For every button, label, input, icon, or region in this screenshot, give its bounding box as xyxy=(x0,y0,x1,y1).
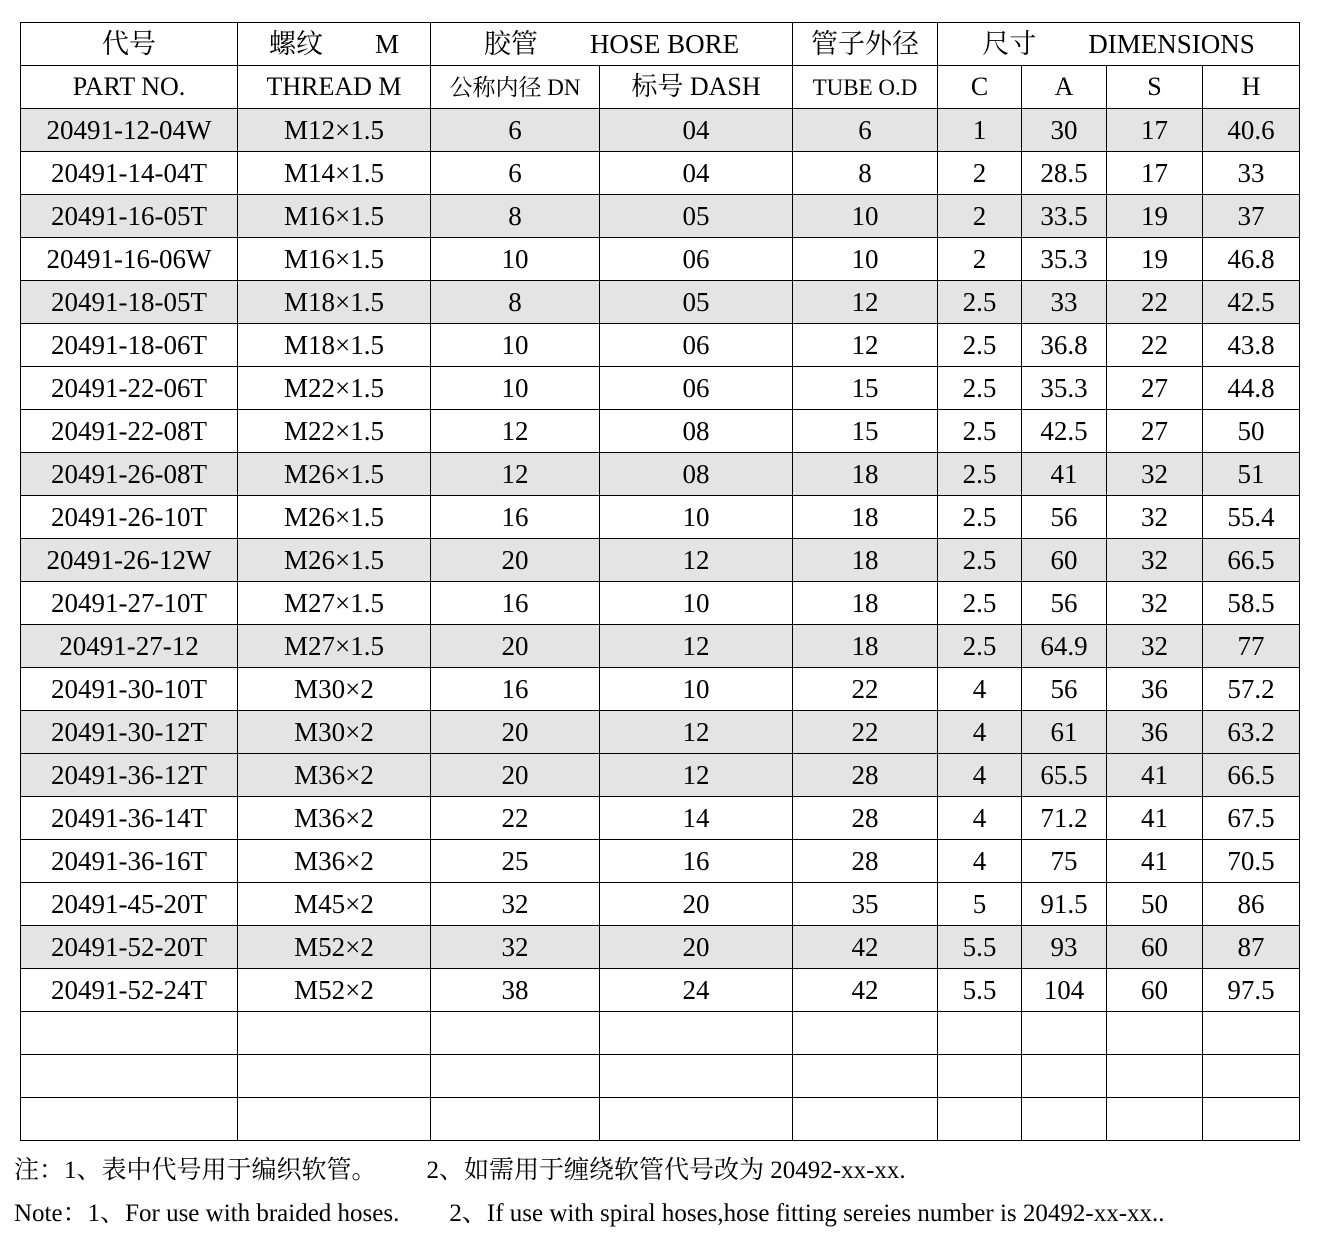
empty-cell xyxy=(793,1012,938,1055)
dim-c-cell: 2.5 xyxy=(938,367,1022,410)
thread-cell: M14×1.5 xyxy=(238,152,431,195)
note-cn-2: 2、如需用于缠绕软管代号改为 20492-xx-xx. xyxy=(426,1157,906,1184)
dim-a-cell: 35.3 xyxy=(1022,238,1107,281)
dn-cell: 16 xyxy=(431,582,600,625)
tube-od-cell: 6 xyxy=(793,109,938,152)
part-no-cell: 20491-30-10T xyxy=(21,668,238,711)
dim-s-cell: 36 xyxy=(1107,668,1203,711)
thread-cell: M12×1.5 xyxy=(238,109,431,152)
empty-cell xyxy=(1107,1098,1203,1141)
table-row xyxy=(21,496,1300,539)
dn-cell: 20 xyxy=(431,625,600,668)
header-row-english xyxy=(21,66,1300,109)
empty-cell xyxy=(1107,1012,1203,1055)
thread-cell: M52×2 xyxy=(238,969,431,1012)
dim-s-cell: 60 xyxy=(1107,969,1203,1012)
dim-s-cell: 32 xyxy=(1107,625,1203,668)
dim-a-cell: 64.9 xyxy=(1022,625,1107,668)
thread-cell: M30×2 xyxy=(238,711,431,754)
empty-cell xyxy=(431,1055,600,1098)
table-row xyxy=(21,453,1300,496)
tube-od-cell: 18 xyxy=(793,496,938,539)
dim-c-cell: 4 xyxy=(938,668,1022,711)
note-english xyxy=(14,1193,1165,1229)
header-hose-cn: 胶管 xyxy=(483,28,538,59)
dash-cell: 06 xyxy=(600,367,793,410)
dim-s-cell: 41 xyxy=(1107,797,1203,840)
dash-cell: 08 xyxy=(600,453,793,496)
tube-od-cell: 42 xyxy=(793,969,938,1012)
dim-c-cell: 2.5 xyxy=(938,496,1022,539)
empty-cell xyxy=(21,1098,238,1141)
dn-cell: 22 xyxy=(431,797,600,840)
dn-cell: 32 xyxy=(431,883,600,926)
dn-cell: 6 xyxy=(431,152,600,195)
table-row xyxy=(21,238,1300,281)
dn-cell: 10 xyxy=(431,238,600,281)
dim-h-cell: 86 xyxy=(1203,883,1300,926)
dim-h-cell: 44.8 xyxy=(1203,367,1300,410)
dn-cell: 6 xyxy=(431,109,600,152)
dim-c-cell: 2 xyxy=(938,238,1022,281)
thread-cell: M26×1.5 xyxy=(238,496,431,539)
part-no-cell: 20491-45-20T xyxy=(21,883,238,926)
header-dim-c: C xyxy=(938,66,1022,109)
dim-h-cell: 77 xyxy=(1203,625,1300,668)
dim-h-cell: 63.2 xyxy=(1203,711,1300,754)
table-row xyxy=(21,883,1300,926)
table-row xyxy=(21,711,1300,754)
dn-cell: 16 xyxy=(431,668,600,711)
dn-cell: 8 xyxy=(431,195,600,238)
dim-h-cell: 70.5 xyxy=(1203,840,1300,883)
dim-a-cell: 56 xyxy=(1022,582,1107,625)
dim-c-cell: 5.5 xyxy=(938,926,1022,969)
thread-cell: M22×1.5 xyxy=(238,367,431,410)
dim-c-cell: 4 xyxy=(938,754,1022,797)
part-no-cell: 20491-22-08T xyxy=(21,410,238,453)
dim-h-cell: 55.4 xyxy=(1203,496,1300,539)
thread-cell: M18×1.5 xyxy=(238,324,431,367)
empty-cell xyxy=(238,1055,431,1098)
part-no-cell: 20491-22-06T xyxy=(21,367,238,410)
header-dim-en: DIMENSIONS xyxy=(1088,28,1255,59)
dash-cell: 20 xyxy=(600,926,793,969)
empty-cell xyxy=(431,1012,600,1055)
empty-cell xyxy=(1022,1055,1107,1098)
dim-a-cell: 33.5 xyxy=(1022,195,1107,238)
dim-h-cell: 33 xyxy=(1203,152,1300,195)
note-chinese xyxy=(14,1150,906,1186)
table-row xyxy=(21,582,1300,625)
dim-a-cell: 75 xyxy=(1022,840,1107,883)
note-en-1: Note：1、For use with braided hoses. xyxy=(14,1200,400,1227)
tube-od-cell: 28 xyxy=(793,754,938,797)
dim-h-cell: 58.5 xyxy=(1203,582,1300,625)
dash-cell: 20 xyxy=(600,883,793,926)
dim-s-cell: 50 xyxy=(1107,883,1203,926)
dim-s-cell: 32 xyxy=(1107,582,1203,625)
thread-cell: M16×1.5 xyxy=(238,238,431,281)
thread-cell: M45×2 xyxy=(238,883,431,926)
thread-cell: M18×1.5 xyxy=(238,281,431,324)
part-no-cell: 20491-12-04W xyxy=(21,109,238,152)
part-no-cell: 20491-36-12T xyxy=(21,754,238,797)
dim-s-cell: 19 xyxy=(1107,238,1203,281)
dim-s-cell: 22 xyxy=(1107,324,1203,367)
dim-c-cell: 5.5 xyxy=(938,969,1022,1012)
dim-a-cell: 56 xyxy=(1022,668,1107,711)
part-no-cell: 20491-52-24T xyxy=(21,969,238,1012)
dn-cell: 8 xyxy=(431,281,600,324)
dim-c-cell: 5 xyxy=(938,883,1022,926)
tube-od-cell: 18 xyxy=(793,539,938,582)
dim-s-cell: 32 xyxy=(1107,496,1203,539)
fittings-spec-table xyxy=(20,22,1300,1141)
empty-cell xyxy=(1203,1012,1300,1055)
table-row xyxy=(21,754,1300,797)
header-dim-s: S xyxy=(1107,66,1203,109)
dim-c-cell: 2 xyxy=(938,195,1022,238)
tube-od-cell: 15 xyxy=(793,410,938,453)
empty-cell xyxy=(938,1012,1022,1055)
tube-od-cell: 15 xyxy=(793,367,938,410)
part-no-cell: 20491-26-10T xyxy=(21,496,238,539)
table-row xyxy=(21,109,1300,152)
header-dim-a: A xyxy=(1022,66,1107,109)
thread-cell: M26×1.5 xyxy=(238,453,431,496)
dn-cell: 16 xyxy=(431,496,600,539)
dn-cell: 20 xyxy=(431,539,600,582)
header-tube-cn: 管子外径 xyxy=(793,23,938,66)
tube-od-cell: 28 xyxy=(793,840,938,883)
dim-h-cell: 42.5 xyxy=(1203,281,1300,324)
tube-od-cell: 18 xyxy=(793,453,938,496)
empty-cell xyxy=(238,1098,431,1141)
dim-h-cell: 66.5 xyxy=(1203,539,1300,582)
note-en-2: 2、If use with spiral hoses,hose fitting sereies number is 20492-xx-xx.. xyxy=(449,1200,1165,1227)
table-row xyxy=(21,367,1300,410)
tube-od-cell: 18 xyxy=(793,625,938,668)
tube-od-cell: 42 xyxy=(793,926,938,969)
empty-cell xyxy=(793,1055,938,1098)
thread-cell: M36×2 xyxy=(238,840,431,883)
part-no-cell: 20491-18-06T xyxy=(21,324,238,367)
dash-cell: 08 xyxy=(600,410,793,453)
part-no-cell: 20491-36-14T xyxy=(21,797,238,840)
dim-h-cell: 51 xyxy=(1203,453,1300,496)
dash-cell: 12 xyxy=(600,711,793,754)
part-no-cell: 20491-16-05T xyxy=(21,195,238,238)
empty-cell xyxy=(1107,1055,1203,1098)
part-no-cell: 20491-26-12W xyxy=(21,539,238,582)
table-row xyxy=(21,625,1300,668)
table-row xyxy=(21,797,1300,840)
dash-cell: 12 xyxy=(600,625,793,668)
dim-c-cell: 2.5 xyxy=(938,281,1022,324)
table-row xyxy=(21,410,1300,453)
empty-cell xyxy=(1203,1055,1300,1098)
dim-c-cell: 2.5 xyxy=(938,582,1022,625)
dim-h-cell: 67.5 xyxy=(1203,797,1300,840)
empty-cell xyxy=(600,1055,793,1098)
header-dn: 公称内径 DN xyxy=(431,66,600,109)
dim-c-cell: 4 xyxy=(938,840,1022,883)
dim-h-cell: 50 xyxy=(1203,410,1300,453)
dim-s-cell: 36 xyxy=(1107,711,1203,754)
empty-cell xyxy=(938,1055,1022,1098)
dim-s-cell: 22 xyxy=(1107,281,1203,324)
dim-a-cell: 93 xyxy=(1022,926,1107,969)
tube-od-cell: 28 xyxy=(793,797,938,840)
part-no-cell: 20491-36-16T xyxy=(21,840,238,883)
thread-cell: M22×1.5 xyxy=(238,410,431,453)
dim-s-cell: 41 xyxy=(1107,754,1203,797)
dim-c-cell: 1 xyxy=(938,109,1022,152)
header-thread-cn-label: 螺纹 xyxy=(268,28,323,59)
dim-a-cell: 30 xyxy=(1022,109,1107,152)
dim-h-cell: 40.6 xyxy=(1203,109,1300,152)
tube-od-cell: 10 xyxy=(793,238,938,281)
table-row xyxy=(21,969,1300,1012)
empty-cell xyxy=(938,1098,1022,1141)
dim-c-cell: 2.5 xyxy=(938,453,1022,496)
empty-row xyxy=(21,1055,1300,1098)
dash-cell: 12 xyxy=(600,539,793,582)
tube-od-cell: 12 xyxy=(793,324,938,367)
dash-cell: 10 xyxy=(600,668,793,711)
dim-a-cell: 28.5 xyxy=(1022,152,1107,195)
part-no-cell: 20491-30-12T xyxy=(21,711,238,754)
dim-a-cell: 104 xyxy=(1022,969,1107,1012)
empty-cell xyxy=(238,1012,431,1055)
thread-cell: M27×1.5 xyxy=(238,582,431,625)
header-hose-bore xyxy=(431,23,793,66)
thread-cell: M27×1.5 xyxy=(238,625,431,668)
dim-a-cell: 36.8 xyxy=(1022,324,1107,367)
table-row xyxy=(21,539,1300,582)
dn-cell: 25 xyxy=(431,840,600,883)
dash-cell: 24 xyxy=(600,969,793,1012)
dim-a-cell: 35.3 xyxy=(1022,367,1107,410)
empty-cell xyxy=(793,1098,938,1141)
header-dim-h: H xyxy=(1203,66,1300,109)
dash-cell: 10 xyxy=(600,582,793,625)
dim-a-cell: 71.2 xyxy=(1022,797,1107,840)
header-dimensions xyxy=(938,23,1300,66)
tube-od-cell: 18 xyxy=(793,582,938,625)
dim-h-cell: 43.8 xyxy=(1203,324,1300,367)
dim-h-cell: 87 xyxy=(1203,926,1300,969)
table-row xyxy=(21,195,1300,238)
dn-cell: 32 xyxy=(431,926,600,969)
thread-cell: M52×2 xyxy=(238,926,431,969)
empty-cell xyxy=(600,1098,793,1141)
dim-h-cell: 46.8 xyxy=(1203,238,1300,281)
empty-cell xyxy=(431,1098,600,1141)
dash-cell: 14 xyxy=(600,797,793,840)
part-no-cell: 20491-16-06W xyxy=(21,238,238,281)
table-row xyxy=(21,668,1300,711)
dim-c-cell: 2.5 xyxy=(938,410,1022,453)
dim-s-cell: 17 xyxy=(1107,152,1203,195)
dim-s-cell: 60 xyxy=(1107,926,1203,969)
part-no-cell: 20491-27-12 xyxy=(21,625,238,668)
dn-cell: 38 xyxy=(431,969,600,1012)
empty-cell xyxy=(1022,1012,1107,1055)
dim-a-cell: 61 xyxy=(1022,711,1107,754)
tube-od-cell: 35 xyxy=(793,883,938,926)
thread-cell: M26×1.5 xyxy=(238,539,431,582)
part-no-cell: 20491-14-04T xyxy=(21,152,238,195)
table-row xyxy=(21,152,1300,195)
header-thread-cn xyxy=(238,23,431,66)
note-cn-1: 注：1、表中代号用于编织软管。 xyxy=(14,1157,377,1184)
dim-c-cell: 4 xyxy=(938,797,1022,840)
part-no-cell: 20491-52-20T xyxy=(21,926,238,969)
dim-a-cell: 41 xyxy=(1022,453,1107,496)
dn-cell: 20 xyxy=(431,754,600,797)
header-dim-cn: 尺寸 xyxy=(982,28,1037,59)
dash-cell: 16 xyxy=(600,840,793,883)
thread-cell: M36×2 xyxy=(238,797,431,840)
dim-h-cell: 37 xyxy=(1203,195,1300,238)
header-part-no: PART NO. xyxy=(21,66,238,109)
dim-s-cell: 17 xyxy=(1107,109,1203,152)
table-row xyxy=(21,926,1300,969)
dash-cell: 06 xyxy=(600,238,793,281)
dash-cell: 04 xyxy=(600,152,793,195)
tube-od-cell: 12 xyxy=(793,281,938,324)
thread-cell: M36×2 xyxy=(238,754,431,797)
dash-cell: 12 xyxy=(600,754,793,797)
dn-cell: 20 xyxy=(431,711,600,754)
tube-od-cell: 22 xyxy=(793,711,938,754)
dim-c-cell: 2.5 xyxy=(938,539,1022,582)
table-row xyxy=(21,840,1300,883)
dash-cell: 10 xyxy=(600,496,793,539)
part-no-cell: 20491-26-08T xyxy=(21,453,238,496)
dim-a-cell: 42.5 xyxy=(1022,410,1107,453)
dim-a-cell: 33 xyxy=(1022,281,1107,324)
tube-od-cell: 10 xyxy=(793,195,938,238)
dim-s-cell: 32 xyxy=(1107,453,1203,496)
dim-c-cell: 2.5 xyxy=(938,324,1022,367)
dash-cell: 06 xyxy=(600,324,793,367)
header-hose-en: HOSE BORE xyxy=(589,28,740,59)
dash-cell: 05 xyxy=(600,281,793,324)
dim-h-cell: 66.5 xyxy=(1203,754,1300,797)
header-thread-m: M xyxy=(374,28,399,59)
dn-cell: 12 xyxy=(431,453,600,496)
table-row xyxy=(21,324,1300,367)
dim-h-cell: 97.5 xyxy=(1203,969,1300,1012)
header-row-chinese xyxy=(21,23,1300,66)
dim-c-cell: 2.5 xyxy=(938,625,1022,668)
part-no-cell: 20491-27-10T xyxy=(21,582,238,625)
dn-cell: 10 xyxy=(431,324,600,367)
empty-cell xyxy=(600,1012,793,1055)
empty-row xyxy=(21,1098,1300,1141)
dim-c-cell: 2 xyxy=(938,152,1022,195)
dim-s-cell: 27 xyxy=(1107,410,1203,453)
empty-cell xyxy=(21,1055,238,1098)
dim-a-cell: 65.5 xyxy=(1022,754,1107,797)
tube-od-cell: 22 xyxy=(793,668,938,711)
dash-cell: 05 xyxy=(600,195,793,238)
dim-a-cell: 91.5 xyxy=(1022,883,1107,926)
thread-cell: M30×2 xyxy=(238,668,431,711)
part-no-cell: 20491-18-05T xyxy=(21,281,238,324)
empty-cell xyxy=(21,1012,238,1055)
header-thread-m-en: THREAD M xyxy=(238,66,431,109)
dim-s-cell: 32 xyxy=(1107,539,1203,582)
dim-s-cell: 19 xyxy=(1107,195,1203,238)
dn-cell: 10 xyxy=(431,367,600,410)
dash-cell: 04 xyxy=(600,109,793,152)
header-code-cn: 代号 xyxy=(21,23,238,66)
dim-h-cell: 57.2 xyxy=(1203,668,1300,711)
empty-cell xyxy=(1203,1098,1300,1141)
dim-c-cell: 4 xyxy=(938,711,1022,754)
dim-s-cell: 27 xyxy=(1107,367,1203,410)
tube-od-cell: 8 xyxy=(793,152,938,195)
header-tube-od: TUBE O.D xyxy=(793,66,938,109)
dim-a-cell: 56 xyxy=(1022,496,1107,539)
dim-a-cell: 60 xyxy=(1022,539,1107,582)
empty-cell xyxy=(1022,1098,1107,1141)
dim-s-cell: 41 xyxy=(1107,840,1203,883)
empty-row xyxy=(21,1012,1300,1055)
table-row xyxy=(21,281,1300,324)
thread-cell: M16×1.5 xyxy=(238,195,431,238)
dn-cell: 12 xyxy=(431,410,600,453)
header-dash: 标号 DASH xyxy=(600,66,793,109)
